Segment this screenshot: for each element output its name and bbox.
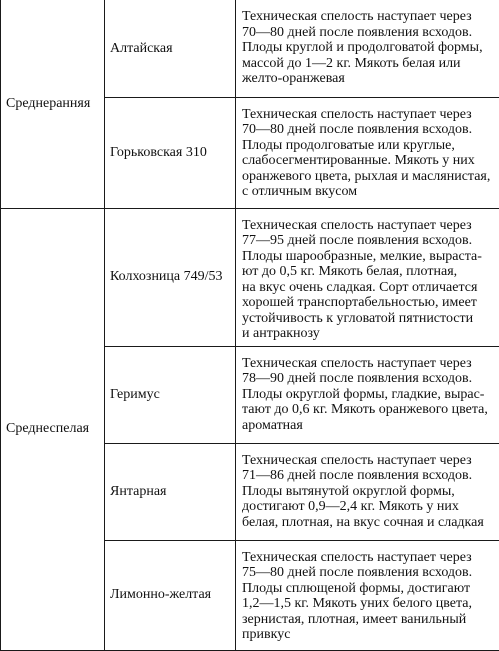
description-line: ароматная [242, 417, 303, 433]
variety-name-cell [105, 97, 236, 208]
description-line: тают до 0,6 кг. Мякоть оранжевого цвета, [242, 402, 488, 417]
ripeness-group-cell [1, 208, 105, 650]
description-line: 70—80 дней после появления всходов. [242, 24, 473, 40]
variety-description-cell [236, 540, 499, 650]
description-line: Плоды вытянутой округлой формы, [242, 483, 455, 499]
variety-name: Лимонно-желтая [110, 587, 212, 603]
variety-description-cell [236, 208, 499, 346]
description-line: Плоды продолговатые или круглые, [242, 137, 455, 153]
description-line: зернистая, плотная, имеет ванильный [242, 611, 467, 627]
ripeness-group-cell [1, 0, 105, 208]
variety-name-cell [105, 540, 236, 650]
description-line: 78—90 дней после появления всходов. [242, 371, 473, 386]
description-line: Техническая спелость наступает через [242, 106, 472, 122]
variety-name: Янтарная [110, 483, 167, 499]
description-line: Плоды шарообразные, мелкие, выраста- [242, 248, 482, 264]
variety-description-cell [236, 443, 499, 540]
description-line: 71—86 дней после появления всходов. [242, 468, 473, 483]
variety-name-cell [105, 443, 236, 540]
description-line: привкус [242, 627, 291, 642]
description-line: с отличным вкусом [242, 184, 358, 199]
description-line: хорошей транспортабельностью, имеет [242, 295, 477, 310]
variety-name: Колхозница 749/53 [110, 269, 223, 285]
description-line: 1,2—1,5 кг. Мякоть уних белого цвета, [242, 596, 473, 611]
description-line: желто-оранжевая [242, 71, 345, 86]
variety-name: Геримус [110, 386, 160, 402]
description-line: ют до 0,5 кг. Мякоть белая, плотная, [242, 264, 458, 279]
description-line: Техническая спелость наступает через [242, 9, 472, 24]
variety-name-cell [105, 208, 236, 346]
variety-description-cell [236, 0, 499, 97]
description-line: 77—95 дней после появления всходов. [242, 233, 473, 248]
variety-name: Горьковская 310 [110, 144, 207, 160]
description-line: достигают 0,9—2,4 кг. Мякоть у них [242, 499, 459, 514]
description-line: на вкус очень сладкая. Сорт отличается [242, 279, 478, 295]
variety-name: Алтайская [110, 40, 173, 56]
description-line: Плоды сплющеной формы, достигают [242, 580, 471, 596]
description-line: 75—80 дней после появления всходов. [242, 565, 473, 580]
description-line: Техническая спелость наступает через [242, 355, 472, 371]
table-row [1, 208, 499, 346]
variety-name-cell [105, 0, 236, 97]
description-line: и антракнозу [242, 326, 320, 341]
description-line: Техническая спелость наступает через [242, 217, 472, 233]
variety-description-cell [236, 346, 499, 443]
description-line: Плоды круглой и продолговатой формы, [242, 40, 483, 55]
ripeness-group-label: Среднеранняя [6, 96, 91, 111]
description-line: Техническая спелость наступает через [242, 549, 472, 565]
description-line: Техническая спелость наступает через [242, 452, 472, 468]
description-line: массой до 1—2 кг. Мякоть белая или [242, 55, 461, 71]
description-line: Плоды округлой формы, гладкие, вырас- [242, 386, 485, 402]
description-line: 70—80 дней после появления всходов. [242, 122, 473, 137]
description-line: белая, плотная, на вкус сочная и сладкая [242, 514, 484, 530]
variety-description-cell [236, 97, 499, 208]
ripeness-group-label: Среднеспелая [6, 421, 90, 437]
description-line: оранжевого цвета, рыхлая и маслянистая, [242, 168, 491, 184]
description-line: слабосегментированные. Мякоть у них [242, 153, 475, 168]
description-line: устойчивость к угловатой пятнистости [242, 310, 474, 326]
table-row [1, 0, 499, 97]
variety-name-cell [105, 346, 236, 443]
